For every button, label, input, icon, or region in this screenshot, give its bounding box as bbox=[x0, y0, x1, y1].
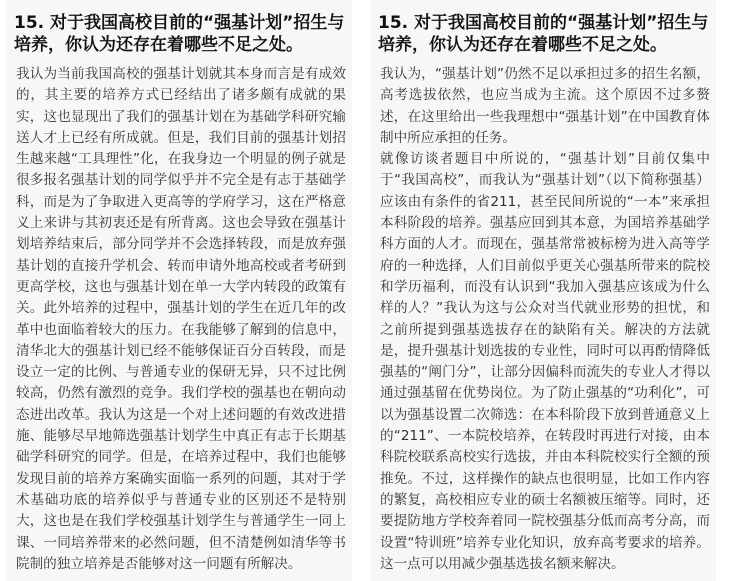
answer-text bbox=[16, 64, 346, 575]
question-title: 15. 对于我国高校目前的“强基计划”招生与培养，你认为还存在着哪些不足之处。 bbox=[378, 13, 709, 55]
answer-text bbox=[380, 64, 710, 575]
answer-paragraph: 我认为当前我国高校的强基计划就其本身而言是有成效的，其主要的培养方式已经结出了诸多颇有成就的果实，这也显现出了我们的强基计划在为基础学科研究输送人才上已经有所成就。但是，我们目前的强基计划招生越来越“工具理性”化，在我身边一个明显的例子就是很多报名强基计划的同学似乎并不完全是有志于基础学科，而是为了争取进入更高等的学府学习，这在严格意义上来讲与其初衷还是有所背离。这也会导致在强基计划培养结束后，部分同学并不会选择转段，而是放弃强基计划的直接升学机会、转而申请外地高校或者考研到更高学校，这也与强基计划在单一大学内转段的政策有关。此外培养的过程中，强基计划的学生在近几年的改革中也面临着较大的压力。在我能够了解到的信息中，清华北大的强基计划已经不能够保证百分百转段，而是设立一定的比例、与普通专业的保研无异，只不过比例较高，仍然有激烈的竞争。我们学校的强基也在朝向动态进出改革。我认为这是一个对上述问题的有效改进措施、能够尽早地筛选强基计划学生中真正有志于长期基础学科研究的同学。但是，在培养过程中，我们也能够发现目前的培养方案确实面临一系列的问题，其对于学术基础功底的培养似乎与普通专业的区别还不是特别大，这也是在我们学校强基计划学生与普通学生一同上课、一同培养带来的必然问题，但不清楚例如清华等书院制的独立培养是否能够对这一问题有所解决。 bbox=[16, 66, 346, 572]
answer-paragraph: 就像访谈者题目中所说的，“强基计划”目前仅集中于“我国高校”，而我认为“强基计划”（以下简称强基）应该由有条件的省211，甚至民间所说的“一本”来承担本科阶段的培养。强基应回到其本意，为国培养基础学科方面的人才。而现在，强基常常被标榜为进入高等学府的一种选择，人们目前似乎更关心强基所带来的院校和学历福利，而没有认识到“我加入强基应该成为什么样的人？”我认为这与公众对当代就业形势的担忧，和之前所提到强基选拔存在的缺陷有关。解决的方法就是，提升强基计划选拔的专业性，同时可以再酌情降低强基的“阐门分”，让部分因偏科而流失的专业人才得以通过强基留在优势岗位。为了防止强基的“功利化”，可以为强基设置二次筛选：在本科阶段下放到普通意义上的“211”、一本院校培养，在转段时再进行对接，由本科院校联系高校实行选拔，并由本科院校实行全额的预推免。不过，这样操作的缺点也很明显，比如工作内容的繁复，高校相应专业的硕士名额被压缩等。同时，还要提防地方学校奔着同一院校强基分低而高考分高，而设置“特训班”培养专业化知识，放弃高考要求的培养。这一点可以用减少强基选拔名额来解决。 bbox=[380, 151, 710, 572]
answer-paragraph: 我认为，“强基计划”仍然不足以承担过多的招生名额，高考选拔依然，也应当成为主流。这个原因不过多赘述，在这里给出一些我理想中“强基计划”在中国教育体制中所应承担的任务。 bbox=[380, 66, 710, 146]
left-response-panel bbox=[6, 0, 352, 581]
question-title: 15. 对于我国高校目前的“强基计划”招生与培养，你认为还存在着哪些不足之处。 bbox=[14, 13, 345, 55]
right-response-panel bbox=[370, 0, 716, 581]
